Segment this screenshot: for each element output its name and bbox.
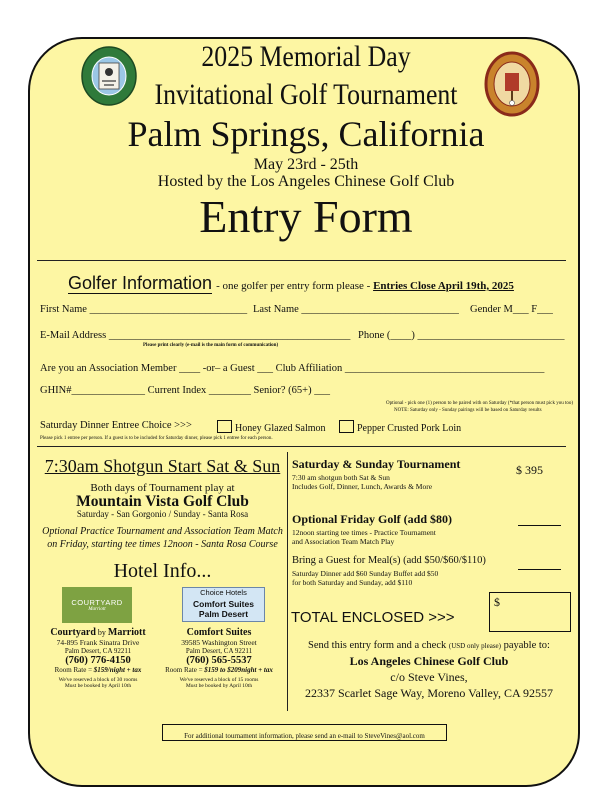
- practice-text: Optional Practice Tournament and Association Team Match on Friday, starting tee times 12noon - Santa Rosa Course: [42, 526, 283, 550]
- tournament-line-2: Includes Golf, Dinner, Lunch, Awards & More: [292, 482, 433, 491]
- shotgun-start-heading: 7:30am Shotgun Start Sat & Sun: [44, 456, 281, 476]
- association-field[interactable]: Are you an Association Member ____ -or– a Guest ___ Club Affiliation ______________________________________: [40, 363, 545, 374]
- first-name-field[interactable]: First Name ______________________________: [40, 304, 248, 315]
- salmon-checkbox[interactable]: [217, 420, 232, 433]
- choice-pork[interactable]: [339, 420, 461, 434]
- courtyard-phone: (760) 776-4150: [65, 655, 131, 666]
- dinner-choice-label: Saturday Dinner Entree Choice >>>: [40, 420, 192, 431]
- guest-meal-amount-field[interactable]: [518, 569, 561, 570]
- comfort-suites-text: Comfort Suites: [193, 598, 254, 609]
- total-dollar-sign: $: [494, 595, 500, 609]
- courtyard-name-brand: Marriott: [107, 627, 146, 638]
- guest-meal-title: Bring a Guest for Meal(s) (add $50/$60/$110): [292, 555, 486, 566]
- host-line: Hosted by the Los Angeles Chinese Golf Club: [157, 173, 455, 190]
- comfort-details: [160, 627, 278, 689]
- hotel-heading: Hotel Info...: [113, 560, 212, 582]
- comfort-suites-badge: [182, 587, 265, 622]
- choice-salmon[interactable]: [217, 420, 326, 434]
- dinner-choice-row: [40, 420, 192, 431]
- optional-note-1: Optional - pick one (1) person to be paired with on Saturday (*that person must pick you too): [386, 401, 574, 406]
- phone-field[interactable]: Phone (____) ____________________________: [358, 330, 565, 341]
- comfort-phone: (760) 565-5537: [186, 655, 252, 666]
- send-text-c: payable to:: [500, 640, 550, 651]
- gender-field[interactable]: Gender M___ F___: [470, 304, 553, 315]
- email-note: Please print clearly (e-mail is the main form of communication): [143, 343, 279, 348]
- mailing-address: 22337 Scarlet Sage Way, Moreno Valley, CA 92557: [305, 686, 553, 700]
- tournament-dates: May 23rd - 25th: [253, 156, 359, 173]
- send-instructions: [289, 640, 569, 651]
- location-title: Palm Springs, California: [127, 114, 485, 154]
- courtyard-logo-sub: Marriott: [88, 607, 106, 612]
- care-of: c/o Steve Vines,: [390, 670, 468, 684]
- courtyard-details: [42, 627, 154, 689]
- courtyard-logo: [62, 587, 132, 623]
- total-enclosed-box[interactable]: [489, 592, 571, 632]
- salmon-label: Honey Glazed Salmon: [235, 423, 326, 434]
- courtyard-block-2: Must be booked by April 10th: [64, 683, 132, 689]
- form-title: Entry Form: [199, 191, 413, 242]
- courtyard-address-2: Palm Desert, CA 92211: [64, 647, 132, 655]
- golfer-info-row: [68, 273, 514, 294]
- comfort-address-1: 39585 Washington Street: [181, 638, 257, 647]
- header-divider: [37, 260, 566, 261]
- email-field[interactable]: E-Mail Address ______________________________________________: [40, 330, 351, 341]
- send-text-a: Send this entry form and a check: [308, 640, 449, 651]
- total-enclosed-label: TOTAL ENCLOSED >>>: [291, 609, 455, 626]
- comfort-rate-value: $159 to $209night + tax: [204, 666, 273, 674]
- column-divider: [287, 452, 288, 711]
- courtyard-logo-text: COURTYARD: [71, 598, 123, 607]
- pork-checkbox[interactable]: [339, 420, 354, 433]
- title-line-2: Invitational Golf Tournament: [154, 78, 458, 111]
- tournament-price: $ 395: [516, 463, 543, 477]
- comfort-rate: [160, 666, 278, 674]
- footer-info-box: [162, 724, 447, 741]
- comfort-block-2: Must be booked by April 10th: [185, 683, 253, 689]
- pork-label: Pepper Crusted Pork Loin: [357, 423, 462, 434]
- golfer-info-heading: Golfer Information: [68, 273, 213, 293]
- courtyard-rate-label: Room Rate =: [54, 666, 94, 674]
- entries-close: Entries Close April 19th, 2025: [373, 280, 514, 292]
- friday-golf-title: Optional Friday Golf (add $80): [292, 512, 453, 526]
- courtyard-name-by: by: [95, 628, 108, 637]
- optional-note-2: NOTE: Saturday only - Sunday pairings will be based on Saturday results: [394, 408, 542, 413]
- courtyard-rate-value: $159/night + tax: [93, 666, 142, 674]
- venue-name: Mountain Vista Golf Club: [76, 493, 249, 510]
- comfort-address-2: Palm Desert, CA 92211: [185, 647, 253, 655]
- golfer-info-subtitle: - one golfer per entry form please -: [216, 280, 374, 292]
- courtyard-rate: [42, 666, 154, 674]
- send-text-b: (USD only please): [448, 642, 501, 650]
- dinner-note: Please pick 1 entree per person. If a guest is to be included for Saturday dinner, please pick 1 entree for each person.: [40, 436, 273, 441]
- tournament-title: Saturday & Sunday Tournament: [292, 457, 461, 471]
- ghin-field[interactable]: GHIN#______________ Current Index ________ Senior? (65+) ___: [40, 385, 330, 396]
- friday-golf-amount-field[interactable]: [518, 525, 561, 526]
- friday-line-2: and Association Team Match Play: [292, 537, 395, 546]
- last-name-field[interactable]: Last Name ______________________________: [253, 304, 459, 315]
- friday-line-1: 12noon starting tee times - Practice Tournament: [292, 528, 436, 537]
- courtyard-name: [42, 627, 154, 638]
- course-schedule: Saturday - San Gorgonio / Sunday - Santa Rosa: [76, 509, 249, 519]
- guest-line-2: for both Saturday and Sunday, add $110: [292, 578, 413, 587]
- courtyard-name-main: Courtyard: [50, 627, 96, 638]
- tournament-line-1: 7:30 am shotgun both Sat & Sun: [292, 473, 390, 482]
- payee-name: Los Angeles Chinese Golf Club: [349, 654, 509, 668]
- courtyard-block-1: We've reserved a block of 30 rooms: [58, 677, 138, 683]
- courtyard-address-1: 74-895 Frank Sinatra Drive: [56, 638, 140, 647]
- choice-hotels-text: Choice Hotels: [200, 588, 247, 597]
- comfort-rate-label: Room Rate =: [165, 666, 205, 674]
- section-divider: [37, 446, 566, 447]
- palm-desert-text: Palm Desert: [198, 609, 249, 619]
- title-line-1: 2025 Memorial Day: [201, 40, 411, 73]
- comfort-block-1: We've reserved a block of 15 rooms: [179, 677, 259, 683]
- comfort-name: Comfort Suites: [186, 627, 252, 638]
- both-days-text: Both days of Tournament play at: [90, 482, 235, 494]
- guest-line-1: Saturday Dinner add $60 Sunday Buffet add $50: [292, 569, 439, 578]
- footer-info-text: For additional tournament information, please send an e-mail to SteveVines@aol.com: [184, 732, 425, 740]
